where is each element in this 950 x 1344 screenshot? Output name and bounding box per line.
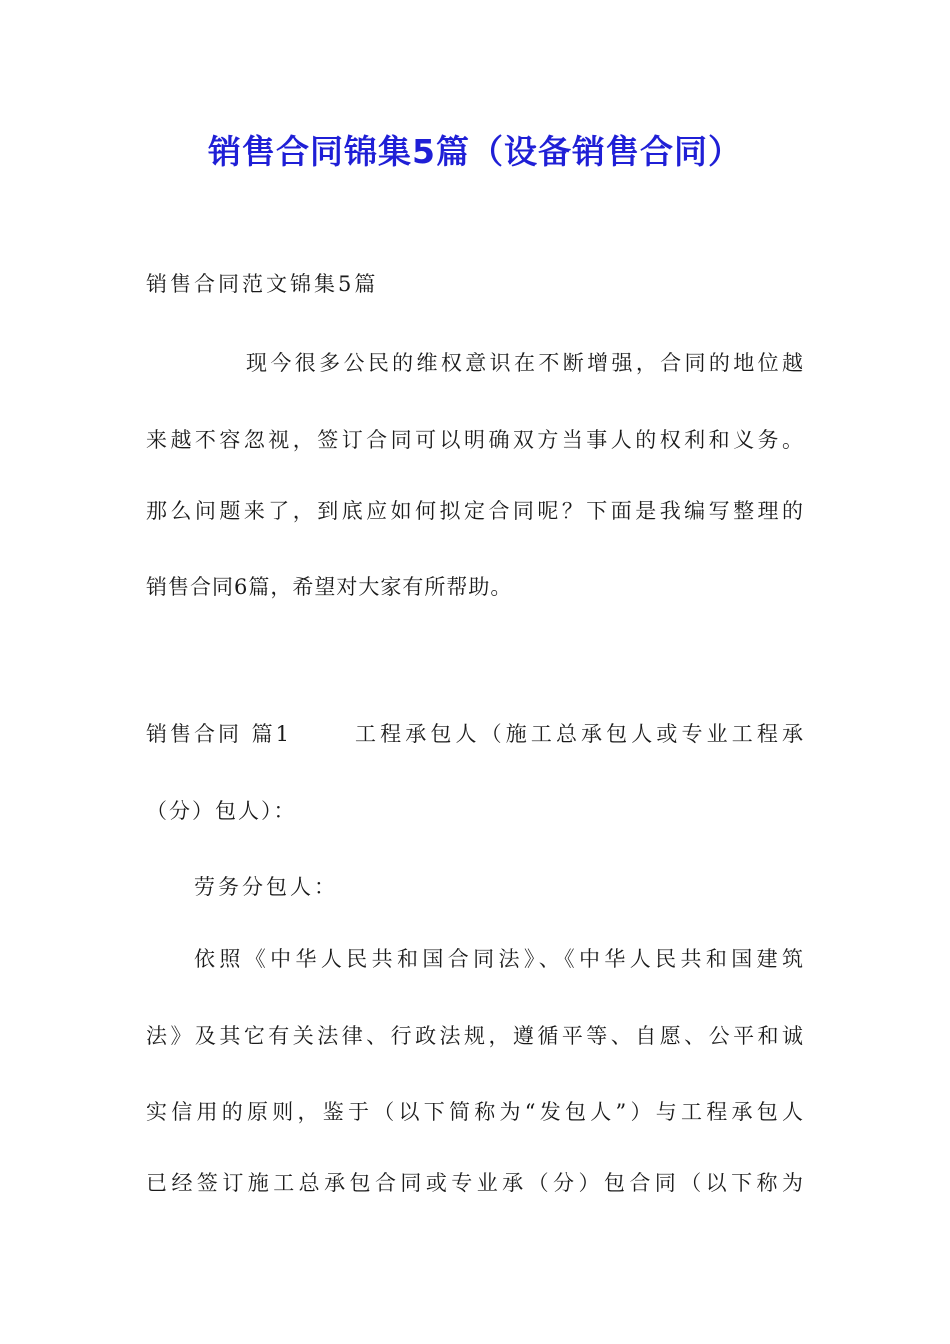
intro-line-1: 现今很多公民的维权意识在不断增强，合同的地位越	[246, 351, 803, 375]
intro-line-4: 销售合同6篇，希望对大家有所帮助。	[146, 575, 513, 599]
body-line-1: 依照《中华人民共和国合同法》、《中华人民共和国建筑	[194, 947, 803, 971]
section-heading: 销售合同 篇1	[146, 722, 293, 746]
body-line-3: 实信用的原则，鉴于（以下简称为“发包人”）与工程承包人	[146, 1100, 803, 1124]
section-heading-cont: （分）包人）：	[146, 799, 297, 823]
section-heading-text: 工程承包人（施工总承包人或专业工程承	[355, 722, 803, 746]
intro-line-2: 来越不容忽视，签订合同可以明确双方当事人的权利和义务。	[146, 428, 803, 452]
labor-subcontractor-label: 劳务分包人：	[194, 875, 338, 899]
body-line-4: 已经签订施工总承包合同或专业承（分）包合同（以下称为	[146, 1171, 803, 1195]
subtitle: 销售合同范文锦集5篇	[146, 272, 379, 296]
body-line-2: 法》及其它有关法律、行政法规，遵循平等、自愿、公平和诚	[146, 1024, 803, 1048]
document-title: 销售合同锦集5篇（设备销售合同）	[208, 132, 742, 171]
intro-line-3: 那么问题来了，到底应如何拟定合同呢？下面是我编写整理的	[146, 499, 803, 523]
